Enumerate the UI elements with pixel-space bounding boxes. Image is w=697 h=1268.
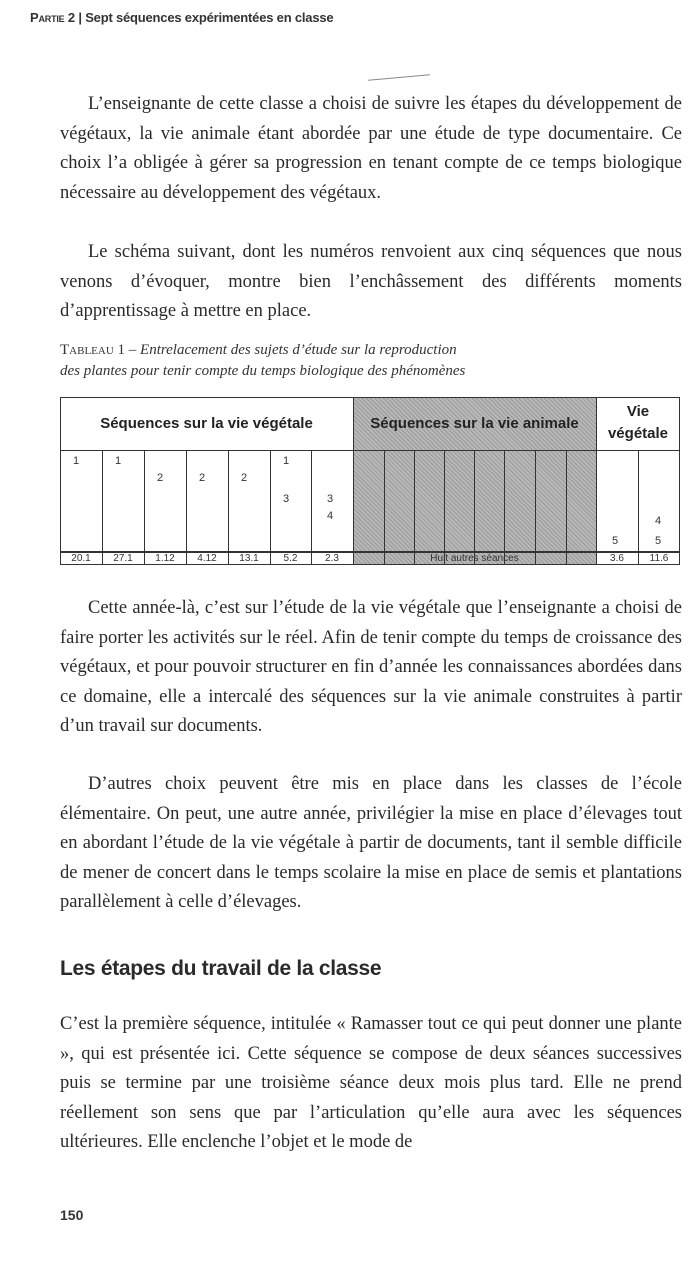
body-paragraph-1: Cette année-là, c’est sur l’étude de la vie végétale que l’enseignante a choisi de faire porter les activités sur le réel. Afin de tenir compte du temps de croissance des végétaux, et pour pouvoir structurer en fin d’année les connaissances abordées dans ce domaine, elle a intercalé des séquences sur la vie animale construites à partir d’un travail sur documents. [60, 598, 682, 736]
animal-sessions-label: Huit autres séances [430, 553, 519, 564]
table-caption [60, 340, 660, 382]
grid-line [504, 450, 505, 564]
sequence-number: 1 [282, 455, 290, 467]
header-animal: Séquences sur la vie animale [370, 415, 579, 432]
grid-line [186, 450, 187, 564]
session-date: 2.3 [325, 553, 339, 564]
session-date: 20.1 [71, 553, 91, 564]
sequence-number: 2 [198, 472, 206, 484]
sequence-number: 3 [282, 493, 290, 505]
grid-line [596, 397, 597, 564]
grid-line [353, 397, 354, 564]
grid-line [474, 450, 475, 564]
grid-line [384, 450, 385, 564]
grid-line [566, 450, 567, 564]
grid-line [638, 450, 639, 564]
section-heading: Les étapes du travail de la classe [60, 957, 382, 980]
sequence-number: 4 [326, 510, 334, 522]
grid-line [144, 450, 145, 564]
sequence-number: 3 [326, 493, 334, 505]
header-vie-line2: végétale [607, 425, 669, 442]
page-number: 150 [60, 1207, 84, 1223]
intro-paragraph-2: Le schéma suivant, dont les numéros renvoient aux cinq séquences que nous venons d’évoquer, montre bien l’enchâssement des différents moments d’apprentissage à mettre en place. [60, 242, 682, 321]
session-date: 4.12 [197, 553, 217, 564]
session-date: 3.6 [610, 553, 624, 564]
grid-line [311, 450, 312, 564]
table-caption-text-2: des plantes pour tenir compte du temps biologique des phénomènes [60, 363, 466, 379]
header-divider [60, 450, 680, 451]
sequence-number: 4 [654, 515, 662, 527]
header-vegetal: Séquences sur la vie végétale [100, 415, 313, 432]
grid-line [270, 450, 271, 564]
session-date: 1.12 [155, 553, 175, 564]
grid-line [414, 450, 415, 564]
decorative-stroke [368, 74, 430, 80]
session-date: 13.1 [239, 553, 259, 564]
grid-line [535, 450, 536, 564]
section-paragraph: C’est la première séquence, intitulée « Ramasser tout ce qui peut donner une plante », qui est présentée ici. Cette séquence se compose de deux séances successives puis se termine par une troisième séance deux mois plus tard. Elle ne prend réellement son sens que par l’articulation qu’elle aura avec les séquences ultérieures. Elle enclenche l’objet et le mode de [60, 1014, 682, 1152]
running-head [30, 10, 333, 25]
sequence-number: 1 [114, 455, 122, 467]
header-vie-vegetale [596, 401, 680, 451]
session-date: 5.2 [283, 553, 298, 564]
running-head-title: Sept séquences expérimentées en classe [85, 10, 334, 25]
sequence-number: 2 [156, 472, 164, 484]
sequence-table [60, 397, 680, 565]
body-paragraph-2: D’autres choix peuvent être mis en place dans les classes de l’école élémentaire. On peut, une autre année, privilégier la mise en place d’élevages tout en abordant l’étude de la vie végétale à partir de documents, tant il semble difficile de mener de concert dans le temps scolaire la mise en place de semis et plantations parallèlement à celle d’élevages. [60, 774, 682, 912]
grid-line [228, 450, 229, 564]
header-vie-line1: Vie [626, 403, 650, 420]
running-head-separator: | [78, 10, 82, 25]
intro-paragraph-1: L’enseignante de cette classe a choisi de suivre les étapes du développement de végétaux, la vie animale étant abordée par une étude de type documentaire. Ce choix l’a obligée à gérer sa progression en tenant compte de ce temps biologique nécessaire au développement des végétaux. [60, 94, 682, 203]
sequence-number: 5 [611, 535, 619, 547]
sequence-number: 5 [654, 535, 662, 547]
table-caption-label: Tableau 1 – [60, 342, 137, 358]
session-date: 27.1 [113, 553, 133, 564]
session-date: 11.6 [649, 553, 669, 564]
grid-line [444, 450, 445, 564]
part-label: Partie 2 [30, 10, 75, 25]
grid-line [102, 450, 103, 564]
sequence-number: 1 [72, 455, 80, 467]
table-caption-text-1: Entrelacement des sujets d’étude sur la reproduction [140, 342, 457, 358]
sequence-number: 2 [240, 472, 248, 484]
